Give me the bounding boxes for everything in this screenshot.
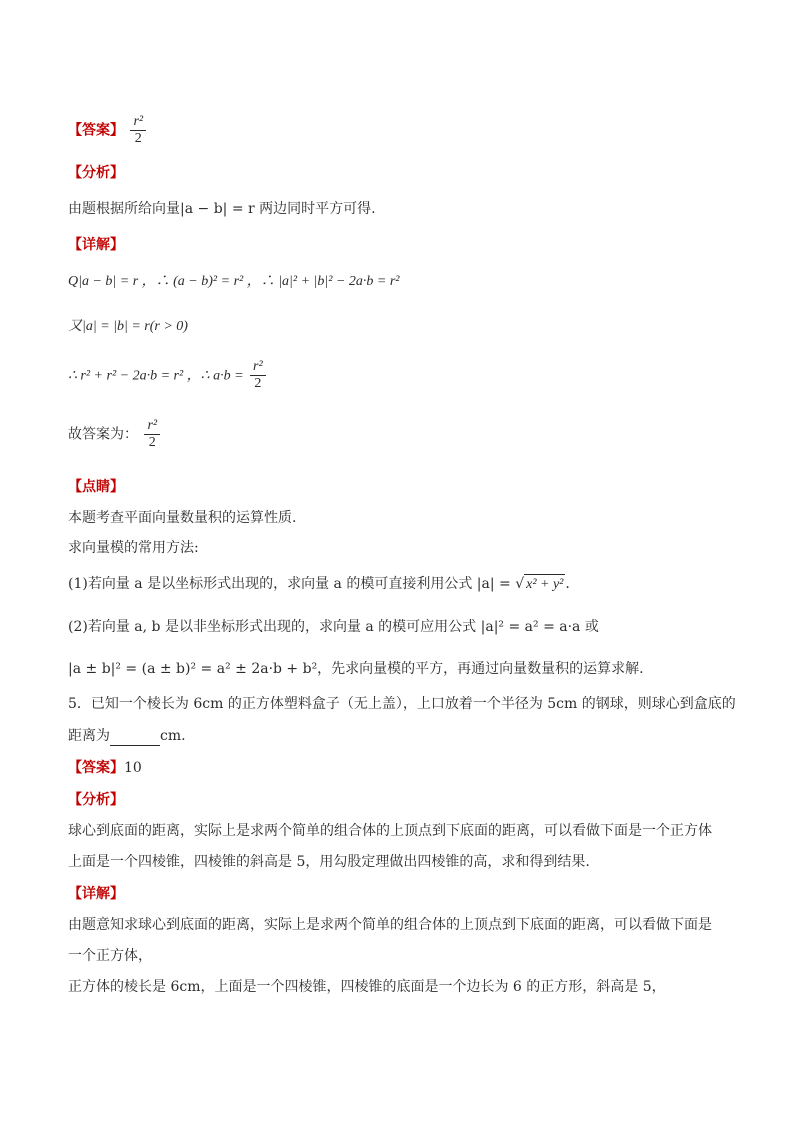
analysis-2-line-2: 上面是一个四棱锥，四棱锥的斜高是 5，用勾股定理做出四棱锥的高，求和得到结果. (68, 854, 590, 870)
final-fraction: $\frac{\text{r²}}{2}$ (144, 418, 160, 451)
tips-label: 【点睛】 (68, 479, 124, 495)
tips-line-1: 本题考查平面向量数量积的运算性质. (68, 510, 297, 526)
detail-2-line-2: 一个正方体， (68, 948, 152, 964)
detail-2-line-3: 正方体的棱长是 6cm，上面是一个四棱锥，四棱锥的底面是一个边长为 6 的正方形，斜高是 5， (68, 979, 666, 995)
answer-fraction: $\frac{\text{r²}}{2}$ (130, 114, 146, 147)
sqrt-symbol: √ (515, 576, 525, 592)
answer-row-1 (68, 114, 148, 147)
analysis-text: 由题根据所给向量|a − b| = r 两边同时平方可得. (68, 201, 376, 217)
detail-line-2: 又|a| = |b| = r(r > 0) (68, 319, 188, 334)
tips-line-4: (2)若向量 a, b 是以非坐标形式出现的，求向量 a 的模可应用公式 |a|² = a² = a·a 或 (68, 619, 599, 635)
tips-line-2: 求向量模的常用方法: (68, 540, 199, 556)
dot-product-fraction: $\frac{\text{r²}}{2}$ (250, 359, 266, 392)
question-5-line-1: 5．已知一个棱长为 6cm 的正方体塑料盒子（无上盖），上口放着一个半径为 5cm 的钢球，则球心到盒底的 (68, 696, 736, 712)
answer-label: 【答案】 (68, 122, 124, 139)
final-answer-row: 故答案为： $\frac{\text{r²}}{2}$ (68, 418, 162, 451)
question-5-line-2: 距离为 cm. (68, 728, 186, 744)
tips-line-5: |a ± b|² = (a ± b)² = a² ± 2a·b + b²，先求向量模的平方，再通过向量数量积的运算求解. (68, 661, 644, 677)
tips-line-3: (1)若向量 a 是以坐标形式出现的，求向量 a 的模可直接利用公式 |a| = √ x² + y² . (68, 574, 570, 595)
analysis-2-line-1: 球心到底面的距离，实际上是求两个简单的组合体的上顶点到下底面的距离，可以看做下面是一个正方体 (68, 823, 712, 839)
analysis-label: 【分析】 (68, 165, 124, 181)
analysis-2-label: 【分析】 (68, 792, 124, 808)
detail-line-1: Q|a − b| = r ，∴ (a − b)² = r² ，∴ |a|² + |b|² − 2a·b = r² (68, 274, 400, 289)
answer-row-2: 【答案】10 (68, 760, 142, 776)
detail-label: 【详解】 (68, 237, 124, 253)
answer-blank (110, 731, 160, 746)
detail-2-line-1: 由题意知求球心到底面的距离，实际上是求两个简单的组合体的上顶点到下底面的距离，可以看做下面是 (68, 917, 712, 933)
detail-2-label: 【详解】 (68, 886, 124, 902)
detail-line-3: ∴ r² + r² − 2a·b = r² ，∴ a·b = $\frac{\text{r²}}{2}$ (68, 359, 268, 392)
